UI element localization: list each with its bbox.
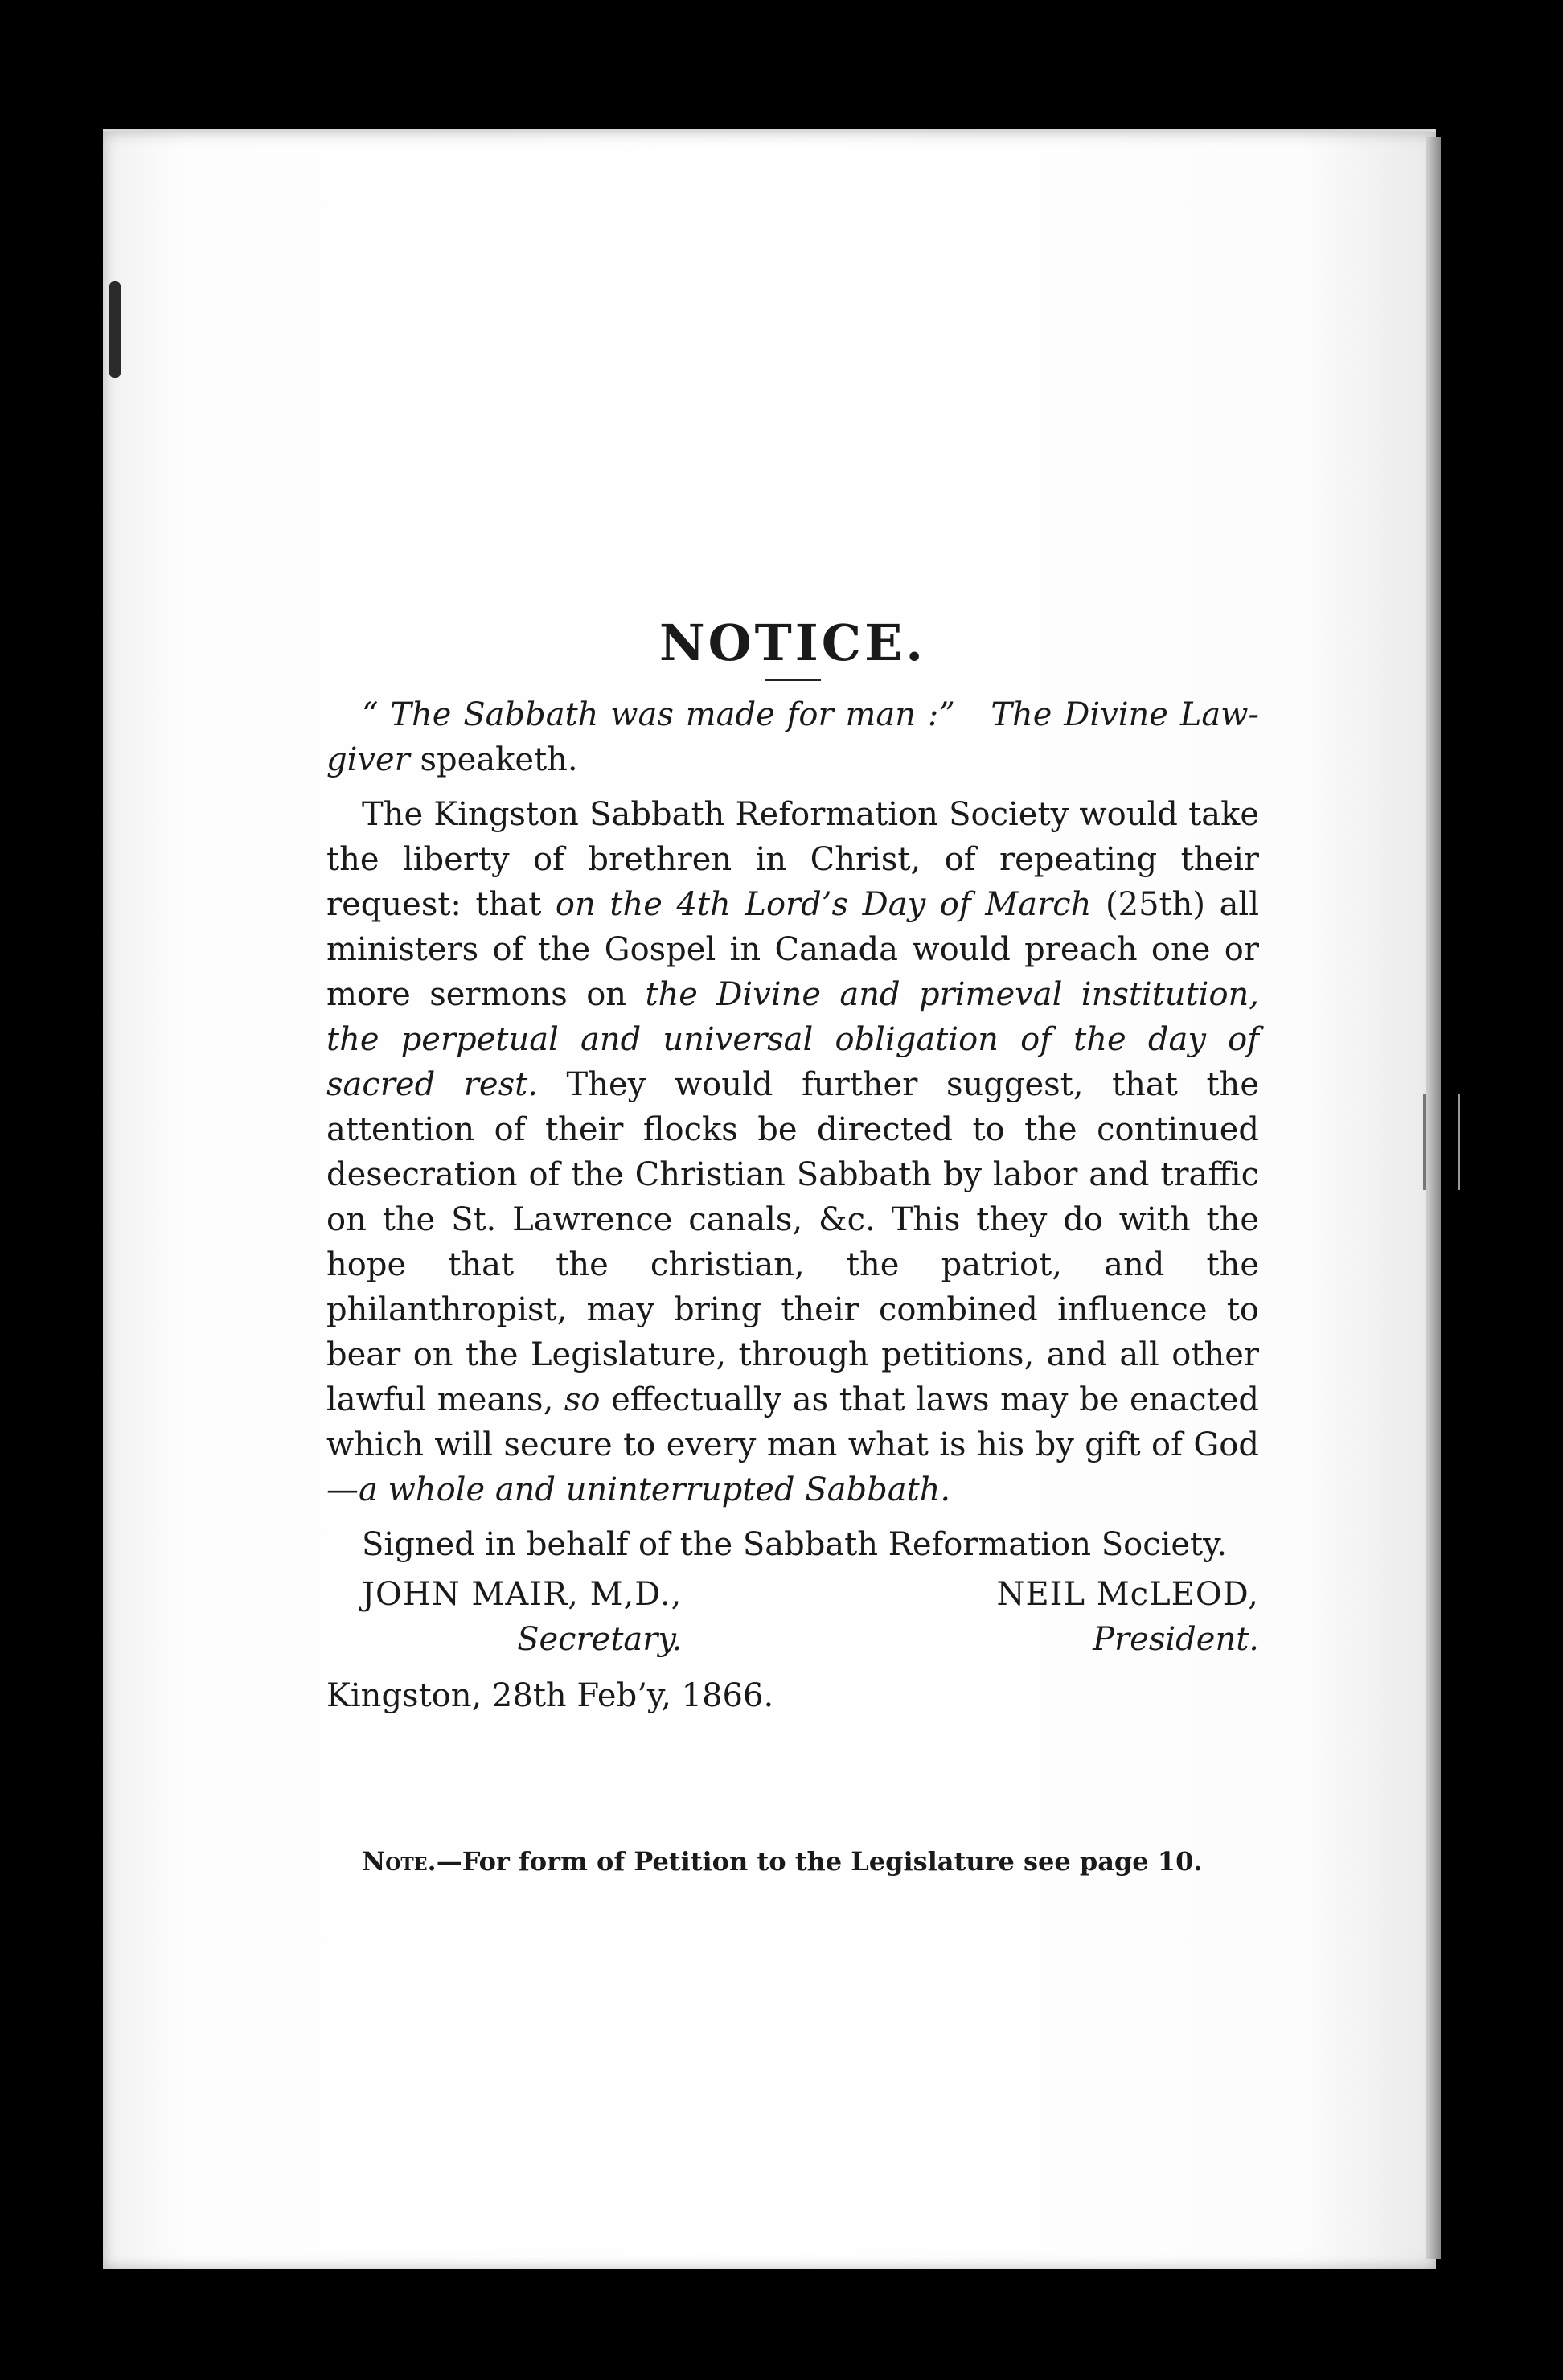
notice-text [326,611,1259,1884]
notice-title: NOTICE. [658,613,926,672]
signatory-role: President. [1093,1621,1259,1658]
epigraph-quote: “ The Sabbath was made for man :” [362,696,955,733]
note-label: Note. [362,1846,437,1877]
epigraph [326,692,1259,782]
signed-line: Signed in behalf of the Sabbath Reformation Society. [362,1526,1228,1563]
body-part-f: so [564,1381,601,1418]
body-part-b: on the 4th Lord’s Day of March [555,886,1092,923]
body-part-g: effectually as that laws may be enacted which will secure to every man what is his by gift of God— [326,1381,1259,1508]
signatory-name: JOHN MAIR, M,D., [362,1576,683,1613]
binding-mark [109,281,121,378]
epigraph-tail: speaketh. [409,741,578,778]
note-text: —For form of Petition to the Legislature see page 10. [436,1846,1203,1877]
binding-thread [1423,1094,1460,1190]
body-part-a: The Kingston Sabbath Reformation Society would take the liberty of brethren in Christ, of repeating their request: that [326,796,1259,923]
footnote [362,1839,1259,1884]
place-date: Kingston, 28th Feb’y, 1866. [326,1677,774,1714]
epigraph-attribution-1: The Divine Law- [991,696,1259,733]
body-part-c: (25th) all ministers of the Gospel in Canada would preach one or more sermons on [326,886,1260,1013]
notice-body [326,792,1259,1512]
signatory-role: Secretary. [517,1621,683,1658]
epigraph-attribution-2: giver [326,741,410,778]
signatory-secretary [362,1572,682,1662]
signatures [362,1572,1259,1662]
body-part-e: They would further suggest, that the attention of their flocks be directed to the continued desecration of the Christian Sabbath by labor and traffic on the St. Lawrence canals, &c. This they do with the hope that the christian, the patriot, and the philanthropist, may bring their combined influence to bear on the Legislature, through petitions, and all other lawful means, [326,1066,1259,1418]
page-edge [1426,137,1441,2259]
body-part-h: a whole and uninterrupted Sabbath. [359,1471,951,1508]
signatory-name: NEIL McLEOD, [996,1576,1259,1613]
title-rule [765,679,821,681]
signatory-president [996,1572,1259,1662]
body-part-d: the Divine and primeval institution, the perpetual and universal obligation of the day of sacred rest. [326,976,1259,1103]
